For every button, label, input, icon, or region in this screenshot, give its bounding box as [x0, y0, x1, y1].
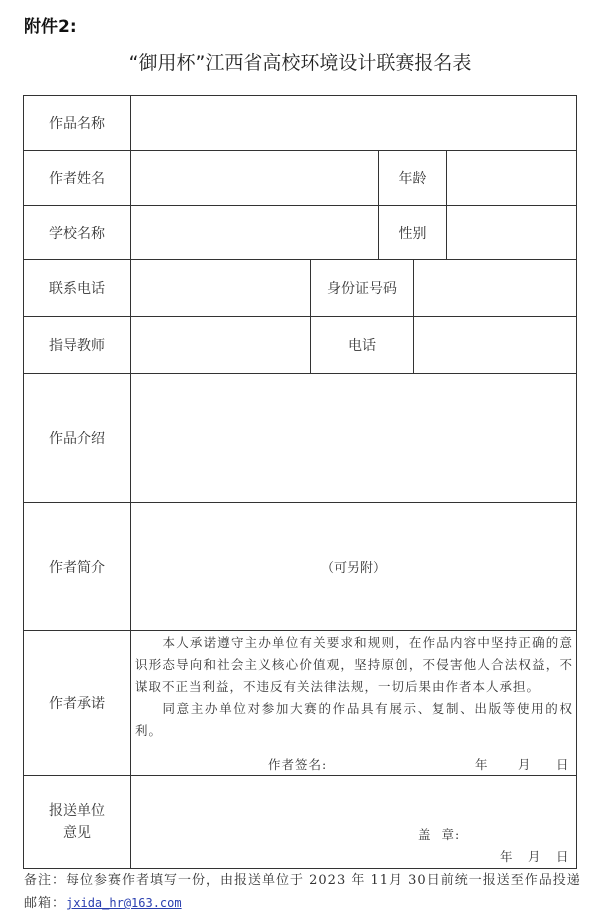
pledge-paragraph-1: 本人承诺遵守主办单位有关要求和规则，在作品内容中坚持正确的意识形态导向和社会主义核心价值观，坚持原创，不侵害他人合法权益，不谋取不正当利益，不违反有关法律法规，一切后果由作者本人承担。 [135, 635, 573, 694]
label-age: 年龄 [378, 150, 447, 206]
label-school-name: 学校名称 [23, 205, 131, 260]
label-work-intro: 作品介绍 [23, 373, 131, 503]
label-work-name: 作品名称 [23, 95, 131, 151]
footnote [24, 870, 584, 915]
input-id-number[interactable] [413, 259, 577, 317]
input-contact-phone[interactable] [130, 259, 311, 317]
input-work-intro[interactable] [130, 373, 577, 503]
input-advisor[interactable] [130, 316, 311, 374]
unit-opinion-line-2: 意见 [63, 825, 91, 841]
attachment-label: 附件2: [24, 17, 77, 37]
sign-year: 年 [475, 757, 489, 772]
label-contact-phone: 联系电话 [23, 259, 131, 317]
submission-email-link[interactable]: jxida_hr@163.com [66, 896, 182, 910]
unit-opinion-line-1: 报送单位 [49, 803, 105, 819]
label-advisor: 指导教师 [23, 316, 131, 374]
label-id-number: 身份证号码 [310, 259, 414, 317]
unit-day: 日 [556, 849, 570, 864]
sign-month: 月 [518, 757, 532, 772]
input-work-name[interactable] [130, 95, 577, 151]
seal-label: 盖 章: [418, 827, 461, 842]
form-title: “御用杯”江西省高校环境设计联赛报名表 [128, 52, 472, 74]
label-advisor-phone: 电话 [310, 316, 414, 374]
input-author-bio[interactable] [130, 502, 577, 631]
label-gender: 性别 [378, 205, 447, 260]
input-school-name[interactable] [130, 205, 379, 260]
input-age[interactable] [446, 150, 577, 206]
label-unit-opinion [23, 775, 131, 869]
input-author-name[interactable] [130, 150, 379, 206]
unit-year: 年 [500, 849, 514, 864]
label-author-name: 作者姓名 [23, 150, 131, 206]
sign-day: 日 [556, 757, 570, 772]
input-gender[interactable] [446, 205, 577, 260]
input-advisor-phone[interactable] [413, 316, 577, 374]
pledge-paragraph-2: 同意主办单位对参加大赛的作品具有展示、复制、出版等使用的权利。 [135, 701, 573, 738]
label-author-pledge: 作者承诺 [23, 630, 131, 776]
unit-month: 月 [528, 849, 542, 864]
author-bio-hint: （可另附） [320, 561, 386, 576]
footnote-text: 备注：每位参赛作者填写一份，由报送单位于 2023 年 11月 30日前统一报送至作品投递邮箱： [24, 873, 581, 911]
pledge-text [135, 632, 573, 742]
author-signature-label: 作者签名: [268, 757, 328, 772]
label-author-bio: 作者简介 [23, 502, 131, 631]
